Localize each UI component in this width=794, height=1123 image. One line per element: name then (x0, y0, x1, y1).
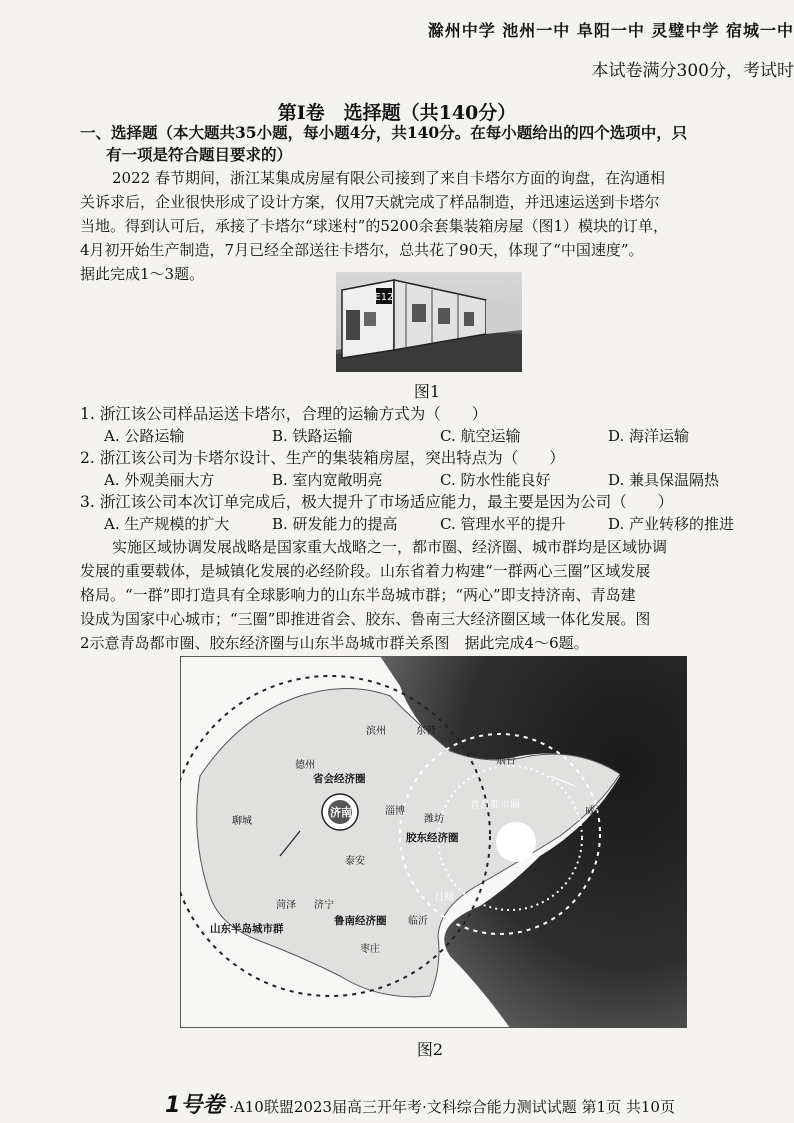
question-3-stem: 3. 浙江该公司本次订单完成后，极大提升了市场适应能力，最主要是因为公司（ ） (80, 493, 674, 511)
section-instruction (80, 122, 780, 166)
label-linyi: 临沂 (408, 916, 428, 927)
option-a[interactable]: A. 生产规模的扩大 (104, 515, 230, 533)
passage-line: 据此完成1～3题。 (80, 265, 205, 283)
figure-1-caption: 图1 (413, 382, 441, 401)
option-d[interactable]: D. 产业转移的推进 (608, 515, 735, 533)
label-taian: 泰安 (345, 856, 365, 867)
option-a[interactable]: A. 公路运输 (104, 427, 185, 445)
passage-line: 2示意青岛都市圈、胶东经济圈与山东半岛城市群关系图 据此完成4～6题。 (80, 634, 589, 652)
question-2-options (104, 469, 774, 491)
question-3-options (104, 513, 774, 535)
option-c[interactable]: C. 防水性能良好 (440, 471, 551, 489)
school-list: 滁州中学 池州一中 阜阳一中 灵璧中学 宿城一中 (427, 21, 794, 40)
option-b[interactable]: B. 研发能力的提高 (272, 515, 398, 533)
label-zaozhuang: 枣庄 (360, 944, 380, 955)
option-b[interactable]: B. 铁路运输 (272, 427, 353, 445)
label-weihai: 威海 (585, 806, 605, 817)
page-footer (120, 1088, 720, 1119)
question-2-stem: 2. 浙江该公司为卡塔尔设计、生产的集装箱房屋，突出特点为（ ） (80, 449, 565, 467)
brand-logo: 1号卷 (165, 1093, 225, 1118)
passage-line: 实施区域协调发展战略是国家重大战略之一，都市圈、经济圈、城市群均是区域协调 (112, 538, 668, 556)
passage-line: 关诉求后，企业很快形成了设计方案，仅用7天就完成了样品制造，并迅速运送到卡塔尔 (80, 193, 660, 211)
question-1-stem: 1. 浙江该公司样品运送卡塔尔，合理的运输方式为（ ） (80, 405, 488, 423)
label-qingdao-circle: 青岛都市圈 (470, 800, 520, 811)
passage-line: 当地。得到认可后，承接了卡塔尔“球迷村”的5200余套集装箱房屋（图1）模块的订单， (80, 217, 669, 235)
container-house-photo (336, 272, 522, 372)
passage-line: 2022 春节期间，浙江某集成房屋有限公司接到了来自卡塔尔方面的询盘，在沟通相 (112, 169, 665, 187)
passage-line: 发展的重要载体，是城镇化发展的必经阶段。山东省着力构建“一群两心三圈”区域发展 (80, 562, 651, 580)
passage-1 (80, 166, 775, 286)
shandong-region-map (180, 656, 687, 1028)
label-jining: 济宁 (314, 900, 334, 911)
label-jinan: 济南 (330, 806, 352, 819)
label-dezhou: 德州 (295, 760, 315, 771)
label-jiaodong: 胶东经济圈 (406, 832, 459, 844)
instruction-line: 有一项是符合题目要求的） (106, 145, 293, 164)
passage-2 (80, 535, 775, 655)
passage-line: 4月初开始生产制造，7月已经全部送往卡塔尔，总共花了90天，体现了“中国速度”。 (80, 241, 644, 259)
passage-line: 格局。“一群”即打造具有全球影响力的山东半岛城市群；“两心”即支持济南、青岛建 (80, 586, 636, 604)
label-shenghui: 省会经济圈 (313, 773, 366, 785)
label-lunan: 鲁南经济圈 (334, 915, 387, 927)
option-d[interactable]: D. 兼具保温隔热 (608, 471, 720, 489)
label-weifang: 潍坊 (424, 814, 444, 825)
qingdao-center-marker (496, 822, 536, 862)
question-1-options (104, 425, 774, 447)
section-title: 第Ⅰ卷 选择题（共140分） (277, 102, 517, 124)
option-d[interactable]: D. 海洋运输 (608, 427, 690, 445)
option-a[interactable]: A. 外观美丽大方 (104, 471, 215, 489)
instruction-line: 一、选择题（本大题共35小题，每小题4分，共140分。在每小题给出的四个选项中，只 (80, 123, 688, 142)
label-dongying: 东营 (416, 726, 436, 737)
full-mark-note: 本试卷满分300分，考试时 (591, 61, 794, 81)
option-c[interactable]: C. 管理水平的提升 (440, 515, 566, 533)
label-peninsula: 山东半岛城市群 (210, 923, 284, 935)
figure-2-caption: 图2 (416, 1040, 444, 1059)
label-zibo: 淄博 (385, 806, 405, 817)
label-heze: 菏泽 (276, 900, 296, 911)
passage-line: 设成为国家中心城市；“三圈”即推进省会、胶东、鲁南三大经济圈区域一体化发展。图 (80, 610, 651, 628)
option-c[interactable]: C. 航空运输 (440, 427, 521, 445)
option-b[interactable]: B. 室内宽敞明亮 (272, 471, 383, 489)
label-rizhao: 日照 (434, 892, 454, 903)
label-yantai: 烟台 (496, 756, 516, 767)
label-binzhou: 滨州 (366, 726, 386, 737)
container-label: E12 (374, 292, 394, 303)
footer-text: ·A10联盟2023届高三开年考·文科综合能力测试试题 第1页 共10页 (229, 1098, 675, 1116)
label-liaocheng: 聊城 (232, 816, 252, 827)
